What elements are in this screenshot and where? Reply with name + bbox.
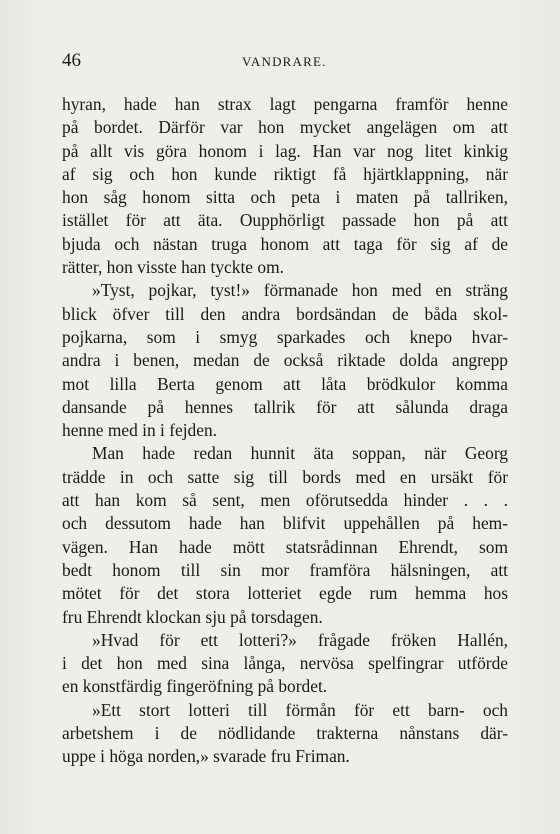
- text-line: henne med in i fejden.: [62, 420, 218, 441]
- text-line: på bordet. Därför var hon mycket angelägen om att: [62, 117, 508, 138]
- page-header: [62, 49, 508, 73]
- text-line: på allt vis göra honom i lag. Han var nog litet kinkig: [62, 140, 508, 161]
- text-line: och dessutom hade han blifvit uppehållen på hem-: [62, 513, 508, 534]
- text-line: pojkarna, som i smyg sparkades och knepo hvar-: [62, 326, 508, 347]
- text-line: andra i benen, medan de också riktade dolda angrepp: [62, 350, 508, 371]
- body-text: [62, 93, 508, 769]
- running-head: VANDRARE.: [242, 54, 327, 69]
- text-line: istället för att äta. Oupphörligt passade hon på att: [62, 210, 508, 231]
- text-line: mötet för det stora lotteriet egde rum hemma hos: [62, 583, 508, 604]
- text-line: mot lilla Berta genom att låta brödkulor komma: [62, 373, 508, 394]
- text-line: vägen. Han hade mött statsrådinnan Ehrendt, som: [62, 536, 508, 557]
- text-line: rätter, hon visste han tyckte om.: [62, 257, 284, 278]
- text-line: hon såg honom sitta och peta i maten på tallriken,: [62, 187, 508, 208]
- text-line: bedt honom till sin mor framföra hälsningen, att: [62, 559, 508, 580]
- text-line: Man hade redan hunnit äta soppan, när Georg: [92, 443, 508, 464]
- text-line: hyran, hade han strax lagt pengarna framför henne: [62, 94, 508, 114]
- text-line: en konstfärdig fingeröfning på bordet.: [62, 676, 328, 697]
- text-line: dansande på hennes tallrik för att sålunda draga: [62, 396, 508, 417]
- page-number: 46: [62, 50, 81, 71]
- text-line: i det hon med sina långa, nervösa spelfingrar utförde: [62, 653, 508, 674]
- text-line: »Tyst, pojkar, tyst!» förmanade hon med en sträng: [92, 280, 508, 301]
- text-line: blick öfver till den andra bordsändan de båda skol-: [62, 303, 508, 324]
- text-line: att han kom så sent, men oförutsedda hinder . . .: [62, 490, 508, 511]
- text-line: uppe i höga norden,» svarade fru Friman.: [62, 746, 350, 767]
- text-line: arbetshem i de nödlidande trakterna nånstans där-: [62, 723, 508, 744]
- text-line: fru Ehrendt klockan sju på torsdagen.: [62, 606, 323, 627]
- text-line: »Ett stort lotteri till förmån för ett barn- och: [92, 699, 508, 720]
- text-line: »Hvad för ett lotteri?» frågade fröken Hallén,: [92, 629, 508, 650]
- text-line: bjuda och nästan truga honom att taga för sig af de: [62, 233, 508, 254]
- text-line: trädde in och satte sig till bords med en ursäkt för: [62, 466, 508, 487]
- text-line: af sig och hon kunde riktigt få hjärtklappning, när: [62, 163, 508, 184]
